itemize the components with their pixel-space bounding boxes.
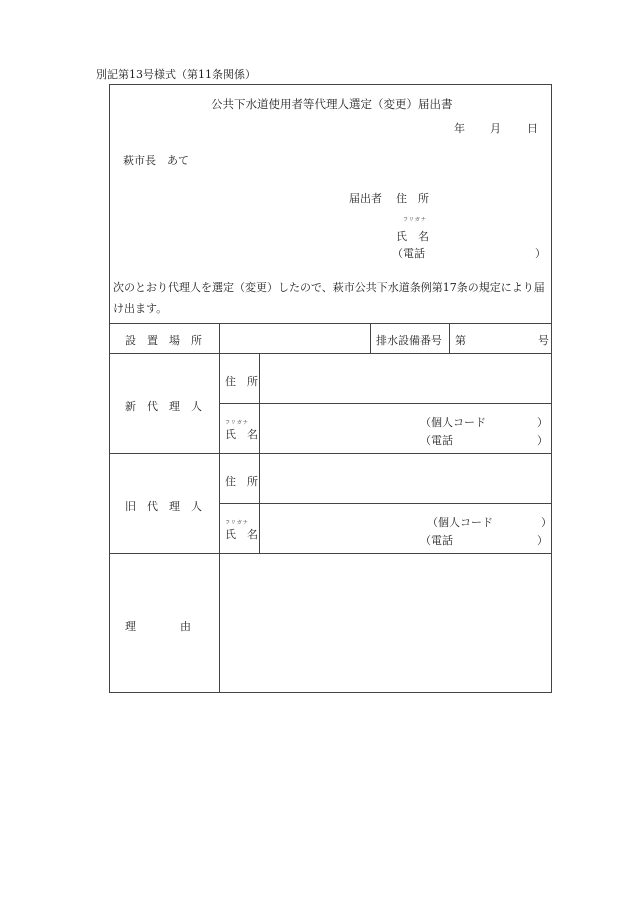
- old-agent-code-close: ）: [541, 516, 552, 529]
- location-label: 設 置 場 所: [125, 334, 202, 347]
- new-agent-furigana: フリガナ: [225, 420, 249, 426]
- old-agent-address-label: 住 所: [225, 475, 258, 488]
- new-agent-label: 新 代 理 人: [125, 400, 202, 413]
- notifier-phone-open: （電話: [392, 247, 425, 260]
- table-column-rule: [449, 323, 450, 353]
- drainage-number-label: 排水設備番号: [376, 334, 442, 347]
- date-month: 月: [490, 122, 501, 135]
- form-title: 公共下水道使用者等代理人選定（変更）届出書: [211, 97, 453, 111]
- notifier-prefix: 届出者: [349, 192, 382, 205]
- new-agent-phone-close: ）: [537, 434, 548, 447]
- table-rule: [109, 553, 552, 554]
- table-column-rule: [259, 353, 260, 553]
- addressee: 萩市長 あて: [123, 154, 189, 167]
- notifier-phone-close: ）: [535, 247, 546, 260]
- table-rule: [219, 403, 552, 404]
- table-rule: [109, 353, 552, 354]
- old-agent-phone-open: （電話: [420, 534, 453, 547]
- notifier-name-label: 氏 名: [396, 230, 429, 243]
- new-agent-code-close: ）: [537, 416, 548, 429]
- number-suffix: 号: [538, 334, 549, 347]
- form-frame: [109, 84, 552, 693]
- date-year: 年: [454, 122, 465, 135]
- notifier-furigana: フリガナ: [403, 217, 427, 223]
- number-prefix: 第: [455, 334, 466, 347]
- old-agent-name-label: 氏 名: [225, 528, 258, 541]
- table-column-rule: [219, 323, 220, 693]
- new-agent-address-label: 住 所: [225, 375, 258, 388]
- old-agent-label: 旧 代 理 人: [125, 500, 202, 513]
- old-agent-furigana: フリガナ: [225, 520, 249, 526]
- notifier-address-label: 住 所: [396, 192, 429, 205]
- reason-label: 理 由: [125, 620, 191, 633]
- old-agent-code-open: （個人コード: [427, 516, 493, 529]
- old-agent-phone-close: ）: [537, 534, 548, 547]
- table-rule: [109, 323, 552, 324]
- new-agent-phone-open: （電話: [420, 434, 453, 447]
- date-day: 日: [527, 122, 538, 135]
- new-agent-name-label: 氏 名: [225, 428, 258, 441]
- new-agent-code-open: （個人コード: [420, 416, 486, 429]
- table-column-rule: [370, 323, 371, 353]
- statement-text: 次のとおり代理人を選定（変更）したので、萩市公共下水道条例第17条の規定により届け出ます。: [113, 281, 545, 315]
- form-number-label: 別記第13号様式（第11条関係）: [96, 68, 256, 81]
- table-rule: [109, 453, 552, 454]
- table-rule: [219, 503, 552, 504]
